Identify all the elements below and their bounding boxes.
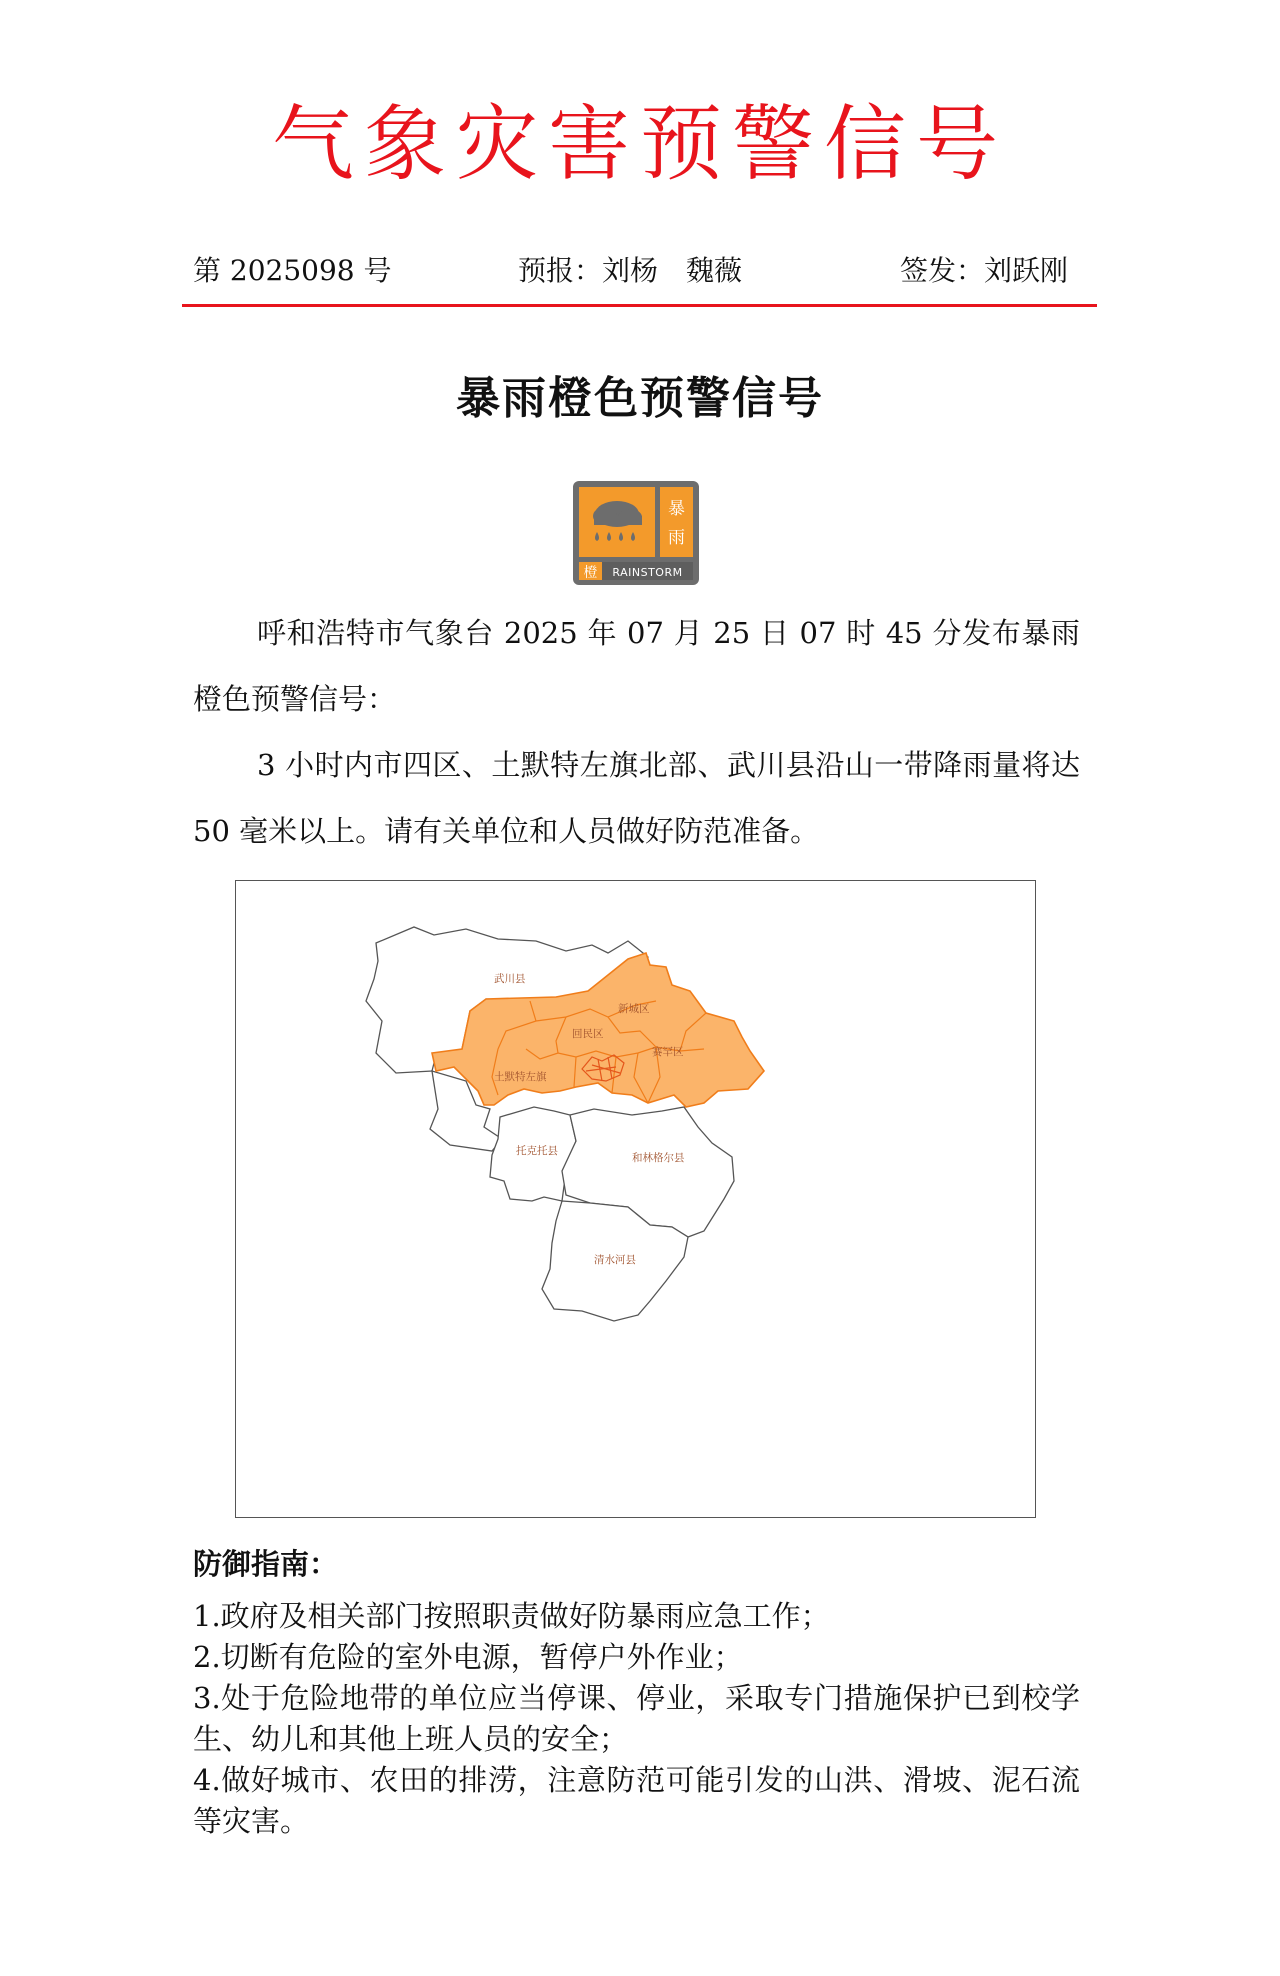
header-divider [182, 304, 1097, 307]
icon-level-char: 橙 [583, 565, 598, 581]
rainstorm-orange-warning-icon [572, 480, 700, 586]
guide-list [193, 1596, 1080, 1842]
guide-item: 3.处于危险地带的单位应当停课、停业，采取专门措施保护已到校学生、幼儿和其他上班人员的安全； [193, 1681, 1080, 1756]
guide-heading: 防御指南： [193, 1547, 339, 1581]
map-label-saihan: 赛罕区 [652, 1046, 684, 1058]
map-label-xincheng: 新城区 [618, 1003, 650, 1015]
map-label-tuoketuo: 托克托县 [516, 1145, 558, 1157]
guide-item: 1.政府及相关部门按照职责做好防暴雨应急工作； [193, 1599, 830, 1633]
map-label-qingshuihe: 清水河县 [594, 1254, 636, 1266]
map-label-huimin: 回民区 [572, 1028, 604, 1040]
icon-bottom-char: 雨 [668, 528, 685, 548]
guide-item: 4.做好城市、农田的排涝，注意防范可能引发的山洪、滑坡、泥石流等灾害。 [193, 1763, 1080, 1838]
icon-english-label: RAINSTORM [612, 566, 683, 579]
icon-top-char: 暴 [668, 499, 685, 519]
issue-paragraph: 呼和浩特市气象台 2025 年 07 月 25 日 07 时 45 分发布暴雨橙色预警信号： [193, 616, 1080, 716]
document-title: 气象灾害预警信号 [271, 97, 1008, 192]
warning-map [235, 880, 1036, 1518]
guide-item: 2.切断有危险的室外电源，暂停户外作业； [193, 1640, 743, 1674]
signal-heading: 暴雨橙色预警信号 [456, 373, 824, 424]
map-label-tumote: 土默特左旗 [494, 1071, 547, 1083]
issuer-name: 签发：刘跃刚 [900, 254, 1069, 287]
document-number: 第 2025098 号 [193, 254, 392, 287]
forecaster-names: 预报：刘杨 魏薇 [518, 254, 743, 287]
detail-paragraph: 3 小时内市四区、土默特左旗北部、武川县沿山一带降雨量将达 50 毫米以上。请有关单位和人员做好防范准备。 [193, 748, 1080, 848]
map-label-wuchuan: 武川县 [494, 973, 526, 985]
map-label-helinger: 和林格尔县 [632, 1152, 685, 1164]
